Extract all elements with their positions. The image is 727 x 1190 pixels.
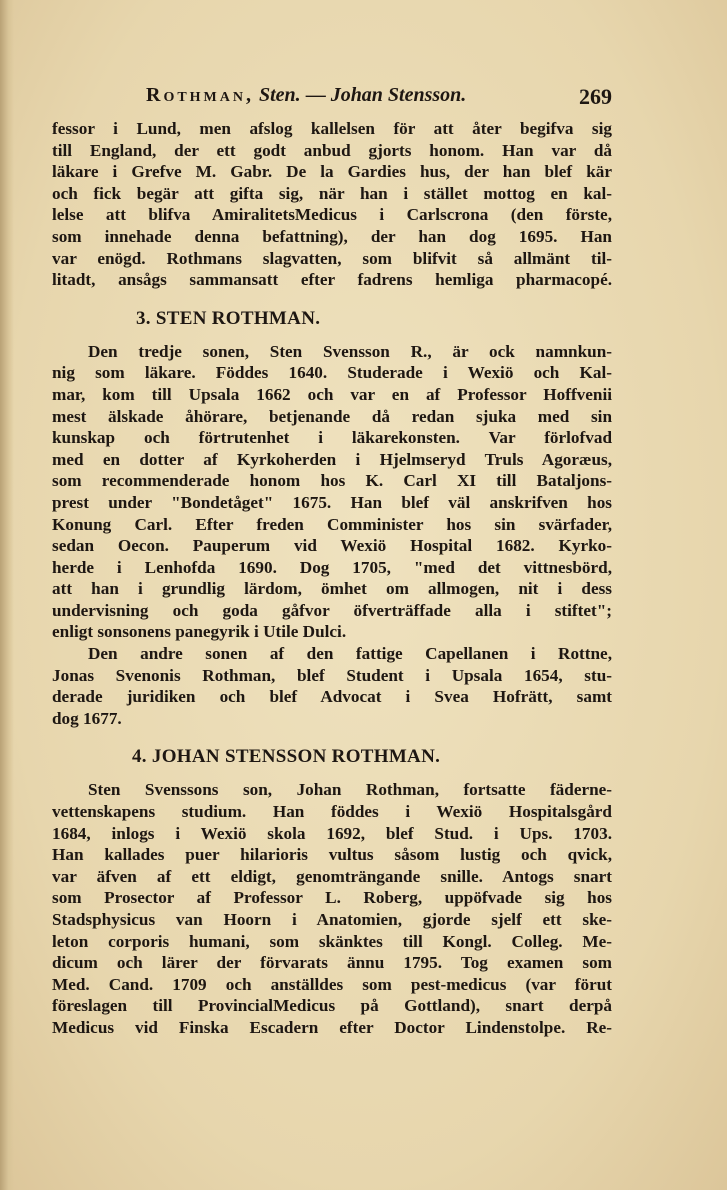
para1-line-1: fessor i Lund, men afslog kallelsen för att åter begifva sig xyxy=(52,119,612,138)
para3-line-1: Den andre sonen af den fattige Capellanen i Rottne, xyxy=(88,644,612,664)
running-head-name: Rothman, xyxy=(146,84,254,106)
para2-line-2: nig som läkare. Föddes 1640. Studerade i Wexiö och Kal- xyxy=(52,363,612,383)
para4-line-5: var äfven af ett eldigt, genomträngande snille. Antogs snart xyxy=(52,866,612,886)
para3-line-2: Jonas Svenonis Rothman, blef Student i Upsala 1654, stu- xyxy=(52,665,612,685)
para4-line-10: Med. Cand. 1709 och anställdes som pest-medicus (var förut xyxy=(52,974,612,994)
binding-gutter xyxy=(0,0,14,1190)
para1-line-7: var enögd. Rothmans slagvatten, som blifvit så allmänt til- xyxy=(52,248,612,268)
para4-line-9: dicum och lärer der förvarats ännu 1795. Tog examen som xyxy=(52,953,612,973)
para3-line-3: derade juridiken och blef Advocat i Svea Hofrätt, samt xyxy=(52,687,612,707)
para2-line-5: kunskap och förtrutenhet i läkarekonsten. Var förlofvad xyxy=(52,428,612,448)
para1-line-8: litadt, ansågs sammansatt efter fadrens hemliga pharmacopé. xyxy=(52,270,612,290)
para2-line-13: undervisning och goda gåfvor öfverträffade alla i stiftet"; xyxy=(52,600,612,620)
para2-line-3: mar, kom till Upsala 1662 och var en af Professor Hoffvenii xyxy=(52,384,612,404)
para1-line-2: till England, der ett godt anbud gjorts honom. Han var då xyxy=(52,140,612,160)
para4-line-8: leton corporis humani, som skänktes till Kongl. Colleg. Me- xyxy=(52,931,612,951)
para4-line-3: 1684, inlogs i Wexiö skola 1692, blef Stud. i Ups. 1703. xyxy=(52,823,612,843)
para2-line-8: prest under "Bondetåget" 1675. Han blef väl anskrifven hos xyxy=(52,492,612,512)
para4-line-1: Sten Svenssons son, Johan Rothman, fortsatte fäderne- xyxy=(88,780,612,800)
para2-line-6: med en dotter af Kyrkoherden i Hjelmseryd Truls Agoræus, xyxy=(52,449,612,469)
section-heading-4: 4. JOHAN STENSSON ROTHMAN. xyxy=(132,746,441,768)
para1-line-5: lelse att blifva AmiralitetsMedicus i Carlscrona (den förste, xyxy=(52,205,612,225)
para2-line-4: mest älskade åhörare, betjenande då redan sjuka med sin xyxy=(52,406,612,426)
para4-line-7: Stadsphysicus van Hoorn i Anatomien, gjorde sjelf ett ske- xyxy=(52,910,612,929)
page-number: 269 xyxy=(579,84,612,109)
para1-line-3: läkare i Grefve M. Gabr. De la Gardies hus, der han blef kär xyxy=(52,162,612,182)
para2-line-11: herde i Lenhofda 1690. Dog 1705, "med det vittnesbörd, xyxy=(52,557,612,577)
page-header xyxy=(52,84,612,114)
para2-line-14: enligt sonsonens panegyrik i Utile Dulci. xyxy=(52,622,347,642)
para2-line-7: som recommenderade honom hos K. Carl XI till Bataljons- xyxy=(52,471,612,491)
para4-line-2: vettenskapens studium. Han föddes i Wexiö Hospitalsgård xyxy=(52,802,612,822)
para4-line-4: Han kallades puer hilarioris vultus såsom lustig och qvick, xyxy=(52,845,612,865)
para1-line-6: som innehade denna befattning), der han dog 1695. Han xyxy=(52,226,612,246)
para2-line-1: Den tredje sonen, Sten Svensson R., är ock namnkun- xyxy=(88,341,612,361)
para2-line-10: sedan Oecon. Pauperum vid Wexiö Hospital 1682. Kyrko- xyxy=(52,536,612,556)
para2-line-9: Konung Carl. Efter freden Comminister hos sin svärfader, xyxy=(52,514,612,534)
running-head-sten: Sten. xyxy=(259,84,301,106)
section-heading-3: 3. STEN ROTHMAN. xyxy=(136,307,321,329)
para4-line-11: föreslagen till ProvincialMedicus på Gottland), snart derpå xyxy=(52,996,612,1016)
running-head xyxy=(146,84,466,107)
para1-line-4: och fick begär att gifta sig, när han i stället mottog en kal- xyxy=(52,183,612,203)
running-head-johan: Johan Stensson. xyxy=(330,84,467,106)
para3-line-4: dog 1677. xyxy=(52,708,122,728)
running-head-dash: — xyxy=(300,84,331,106)
para2-line-12: att han i grundlig lärdom, ömhet om allmogen, nit i dess xyxy=(52,579,612,599)
para4-line-6: som Prosector af Professor L. Roberg, uppöfvade sig hos xyxy=(52,888,612,908)
para4-line-12: Medicus vid Finska Escadern efter Doctor Lindenstolpe. Re- xyxy=(52,1017,612,1037)
page-body xyxy=(52,118,612,1039)
